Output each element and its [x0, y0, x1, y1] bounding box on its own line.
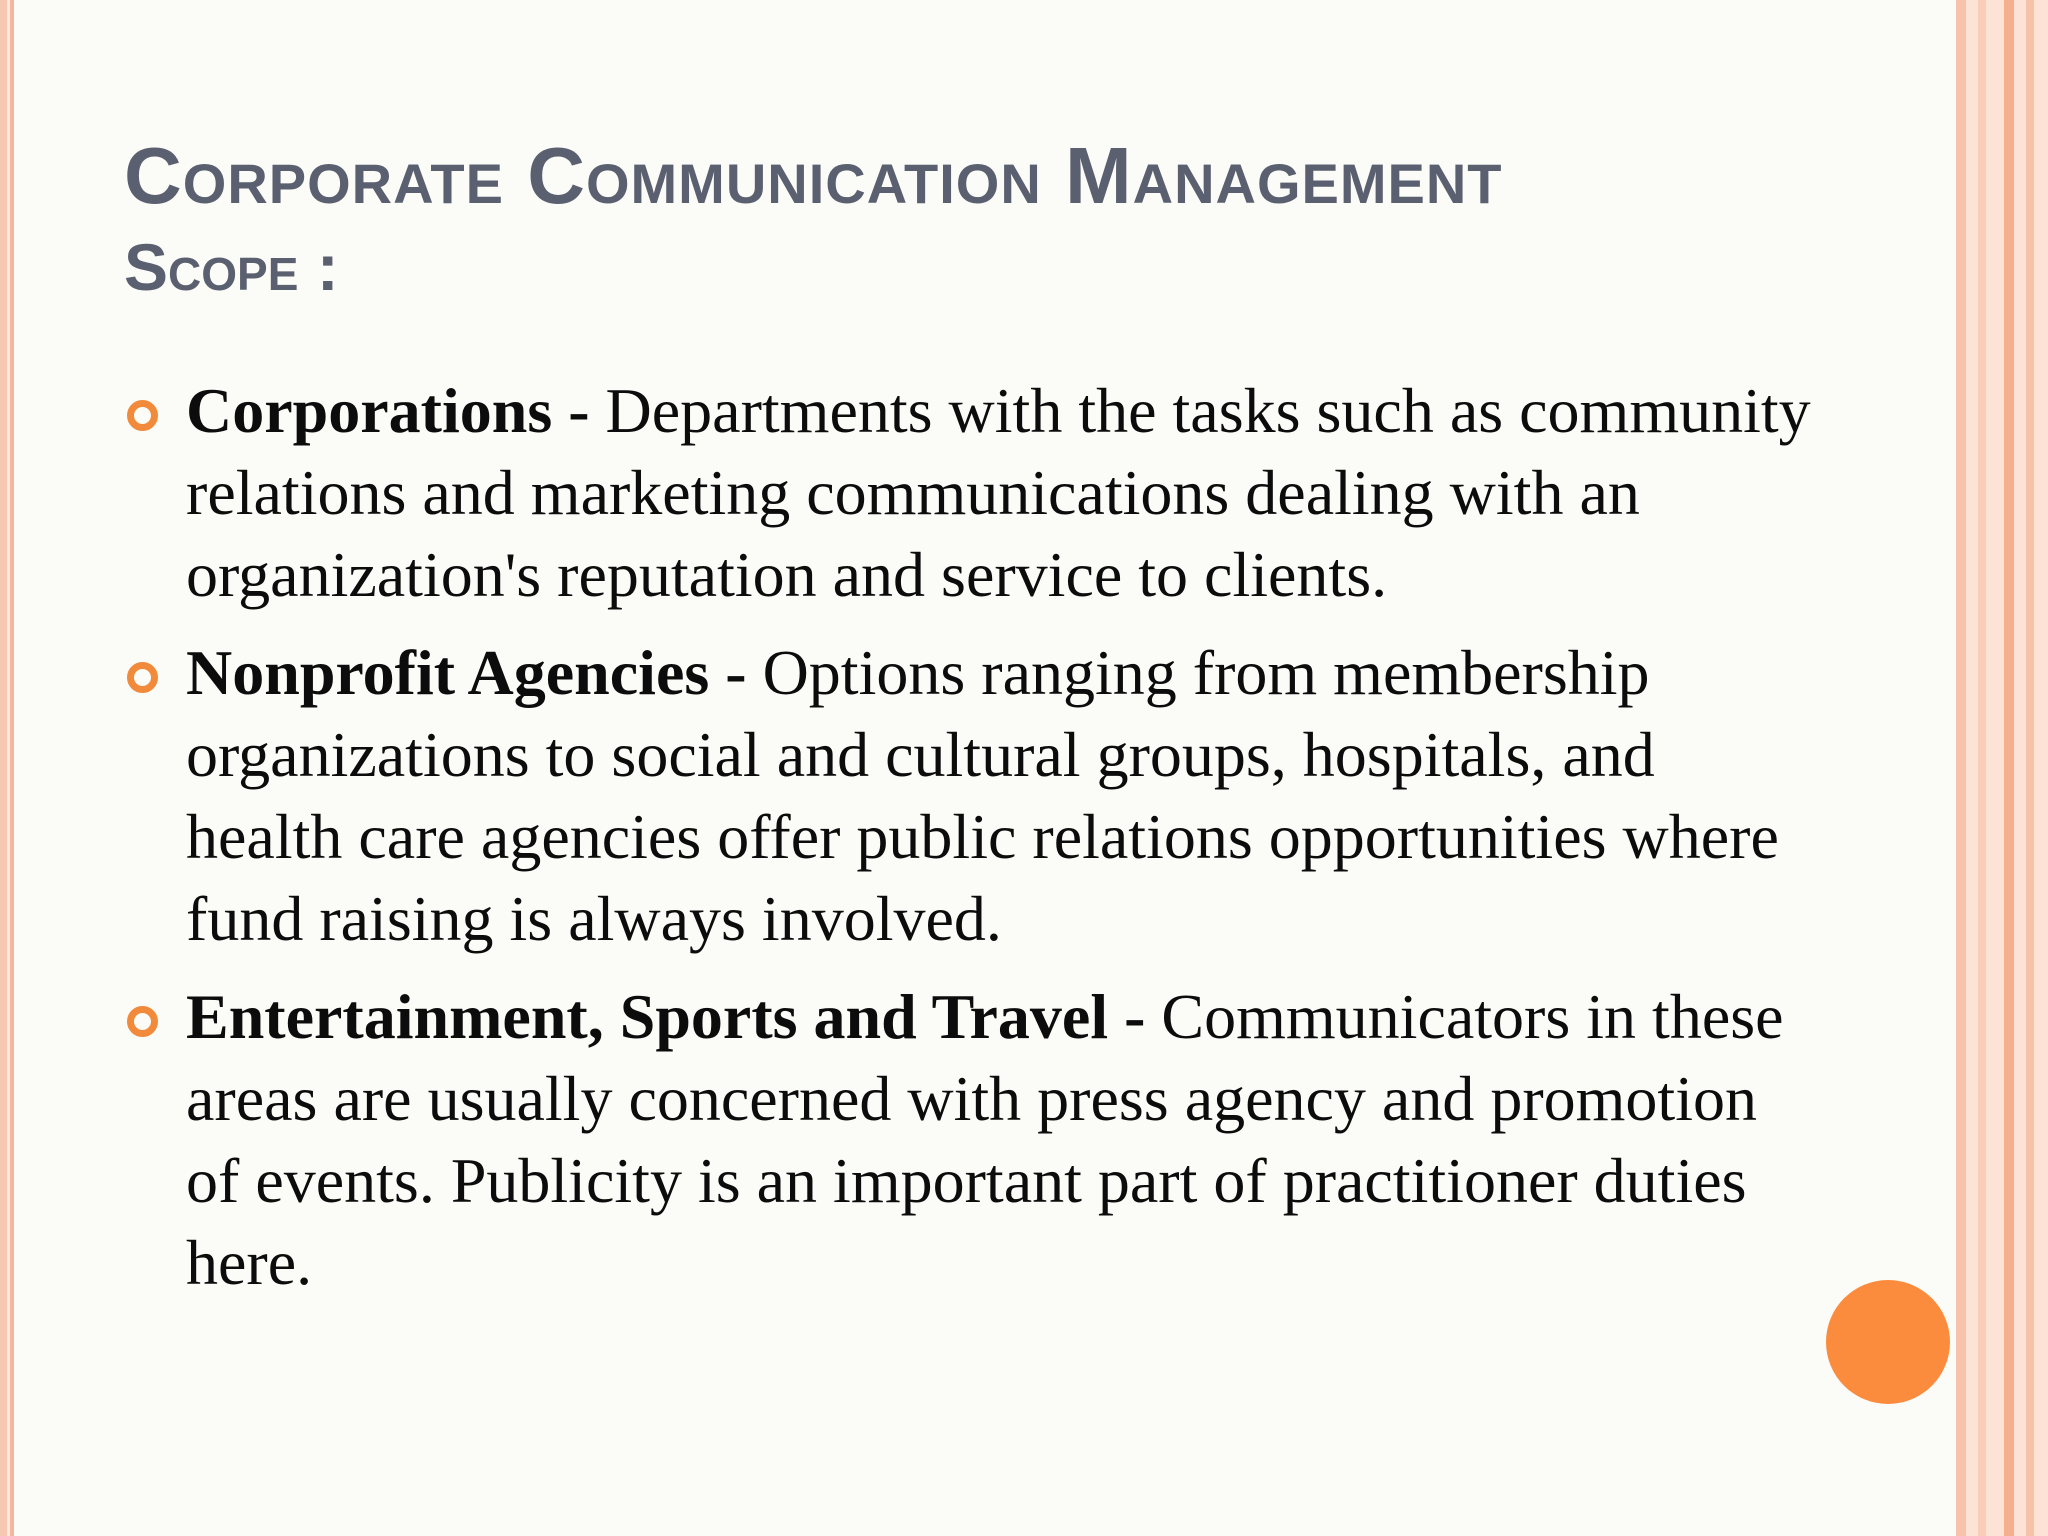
bullet-list — [124, 370, 1824, 1320]
bullet-item-entertainment-sports-travel — [124, 976, 1824, 1304]
bullet-term: Corporations - — [186, 375, 590, 446]
right-border-stripe — [2004, 0, 2014, 1536]
bullet-item-corporations — [124, 370, 1824, 616]
right-border-stripe — [2026, 0, 2034, 1536]
bullet-text: Options ranging from membership organizations to social and cultural groups, hospitals, and health care agencies offer public relations opportunities where fund raising is always involved. — [186, 637, 1779, 954]
hollow-circle-bullet-icon — [127, 400, 158, 431]
bullet-item-nonprofit-agencies — [124, 632, 1824, 960]
right-border-stripe — [1956, 0, 1966, 1536]
bullet-term: Entertainment, Sports and Travel - — [186, 981, 1146, 1052]
left-border-stripe — [0, 0, 7, 1536]
slide-title: Corporate Communication Management — [124, 131, 1503, 220]
left-border-stripe — [10, 0, 14, 1536]
slide-subtitle: Scope : — [124, 230, 339, 304]
hollow-circle-bullet-icon — [127, 1006, 158, 1037]
right-border-panel — [1956, 0, 2048, 1536]
hollow-circle-bullet-icon — [127, 662, 158, 693]
bullet-text: Communicators in these areas are usually concerned with press agency and promotion of events. Publicity is an important part of practitioner duties here. — [186, 981, 1784, 1298]
orange-circle-decoration — [1826, 1280, 1950, 1404]
bullet-term: Nonprofit Agencies - — [186, 637, 747, 708]
bullet-text: Departments with the tasks such as community relations and marketing communications dealing with an organization's reputation and service to clients. — [186, 375, 1811, 610]
right-border-stripe — [1978, 0, 1986, 1536]
